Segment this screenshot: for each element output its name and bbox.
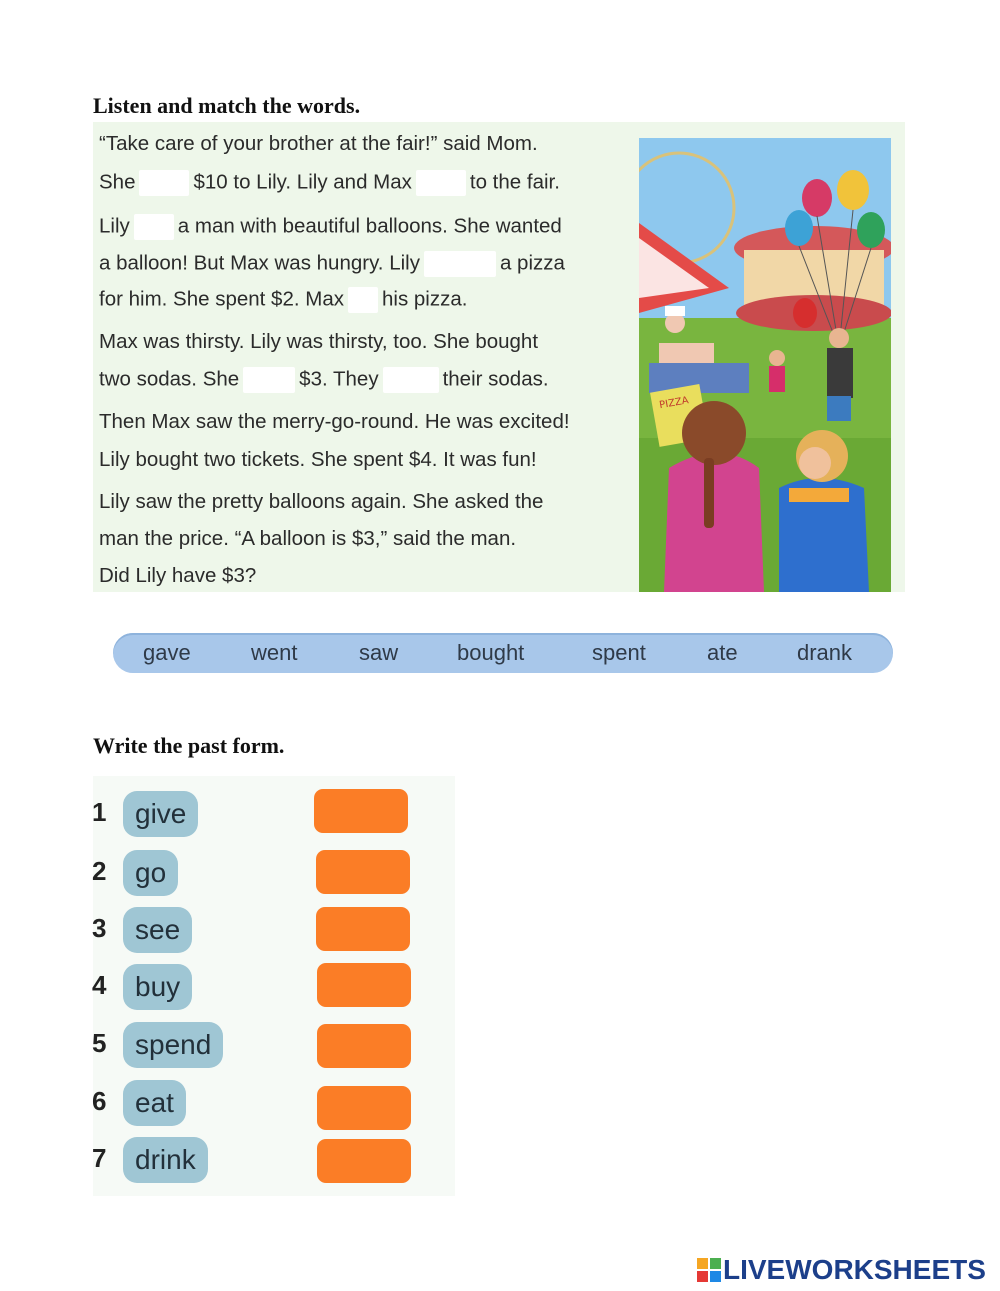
story-text-segment: Lily bought two tickets. She spent $4. It was fun! [99, 448, 537, 471]
answer-input-buy[interactable] [317, 963, 411, 1007]
story-text-segment: two sodas. She [99, 367, 240, 391]
verb-number: 6 [92, 1086, 107, 1116]
word-bank-item[interactable]: gave [143, 640, 191, 665]
story-line [99, 527, 516, 551]
verb-pill: go [123, 850, 178, 896]
story-line [99, 214, 562, 240]
word-bank-item[interactable]: spent [592, 640, 646, 665]
story-line [99, 251, 565, 277]
word-bank-item[interactable]: saw [359, 640, 399, 665]
story-line [99, 564, 256, 588]
story-text-segment: $3. They [299, 367, 379, 391]
word-bank-item[interactable]: drank [797, 640, 853, 665]
verb-number: 5 [92, 1028, 107, 1058]
verb-pill: spend [123, 1022, 223, 1068]
word-bank-item[interactable]: went [251, 640, 298, 665]
story-text-segment: his pizza. [381, 287, 468, 311]
story-line [99, 490, 543, 514]
blank-saw[interactable] [134, 214, 174, 240]
answer-input-see[interactable] [316, 907, 410, 951]
story-text-segment: Lily [99, 214, 130, 238]
verb-number: 4 [92, 970, 107, 1000]
story-text-segment: to the fair. [469, 170, 560, 194]
story-line [99, 287, 467, 313]
answer-input-give[interactable] [314, 789, 408, 833]
story-text-segment: a balloon! But Max was hungry. Lily [99, 251, 420, 275]
verb-number: 1 [92, 797, 107, 827]
word-bank-item[interactable]: bought [457, 640, 525, 665]
story-text-segment: She [99, 170, 136, 194]
story-text-segment: a man with beautiful balloons. She wanted [177, 214, 562, 238]
story-text-segment: a pizza [499, 251, 565, 275]
blank-bought[interactable] [424, 251, 496, 277]
verb-pill: eat [123, 1080, 186, 1126]
verb-number: 7 [92, 1143, 107, 1173]
story-text-segment: Did Lily have $3? [99, 564, 257, 587]
answer-input-spend[interactable] [317, 1024, 411, 1068]
story-text-segment: Max was thirsty. Lily was thirsty, too. She bought [99, 330, 539, 353]
logo-text: LIVEWORKSHEETS [723, 1254, 986, 1285]
pizza-sign: PIZZA [658, 395, 690, 412]
logo-icon [697, 1258, 721, 1282]
story-panel [93, 122, 905, 592]
fair-illustration [639, 138, 891, 592]
story-text-segment: $10 to Lily. Lily and Max [193, 170, 412, 194]
word-bank-item[interactable]: ate [707, 640, 738, 665]
story-text-segment: their sodas. [442, 367, 549, 391]
section-1-heading: Listen and match the words. [93, 93, 361, 118]
story-line [99, 132, 538, 156]
blank-ate[interactable] [348, 287, 378, 313]
story-text-segment: man the price. “A balloon is $3,” said the man. [99, 527, 517, 550]
story-line [99, 410, 570, 434]
answer-input-eat[interactable] [317, 1086, 411, 1130]
verb-pill: give [123, 791, 198, 837]
verb-pill: see [123, 907, 192, 953]
blank-drank[interactable] [383, 367, 439, 393]
word-bank [113, 633, 893, 673]
verb-pill: drink [123, 1137, 208, 1183]
verb-number: 3 [92, 913, 107, 943]
blank-spent[interactable] [243, 367, 295, 393]
story-text-segment: for him. She spent $2. Max [99, 287, 344, 311]
answer-input-drink[interactable] [317, 1139, 411, 1183]
blank-gave[interactable] [139, 170, 189, 196]
story-line [99, 170, 560, 196]
blank-went[interactable] [416, 170, 466, 196]
story-line [99, 448, 537, 472]
story-line [99, 367, 549, 393]
answer-input-go[interactable] [316, 850, 410, 894]
section-2-heading: Write the past form. [93, 733, 285, 758]
verb-number: 2 [92, 856, 107, 886]
story-text-segment: “Take care of your brother at the fair!” said Mom. [99, 132, 538, 155]
story-text-segment: Lily saw the pretty balloons again. She asked the [99, 490, 544, 513]
story-text-segment: Then Max saw the merry-go-round. He was excited! [99, 410, 570, 433]
verb-pill: buy [123, 964, 192, 1010]
story-line [99, 330, 538, 354]
